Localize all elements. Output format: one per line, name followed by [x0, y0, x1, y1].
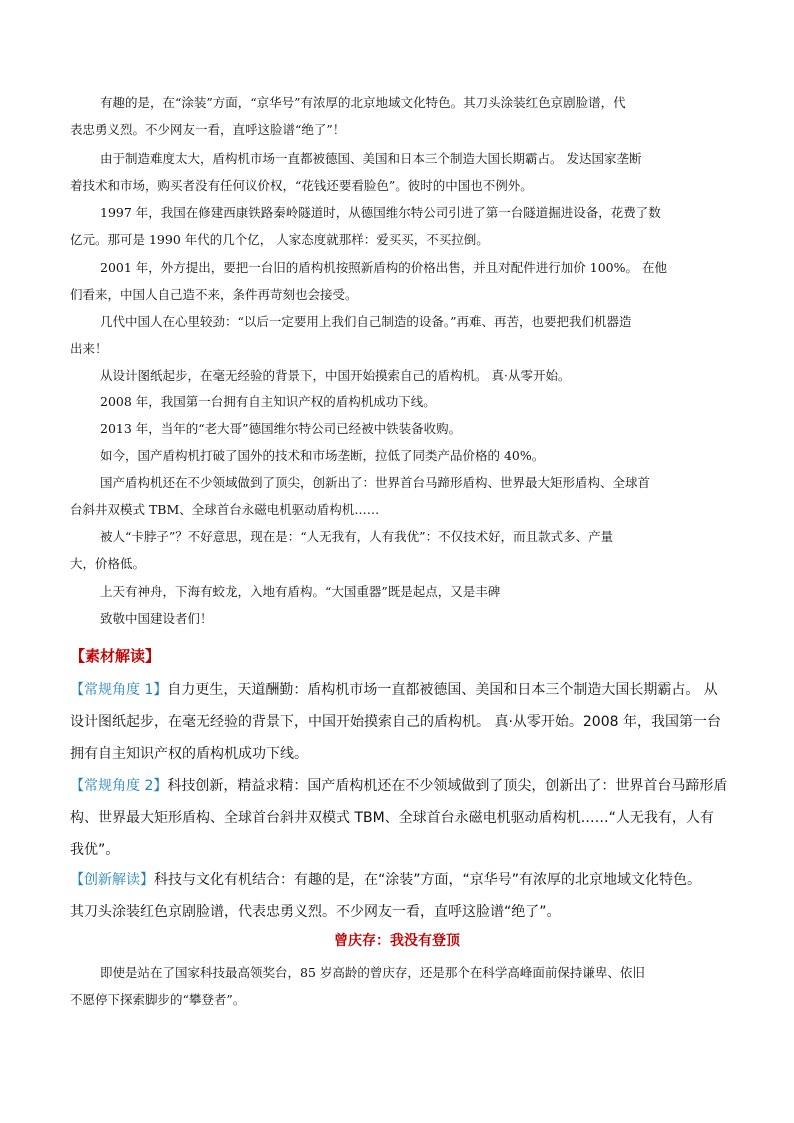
paragraph-line: 即使是站在了国家科技最高领奖台，85 岁高龄的曾庆存，还是那个在科学高峰面前保持谦卑、依旧: [100, 965, 645, 980]
paragraph-line: 2001 年，外方提出，要把一台旧的盾构机按照新盾构的价格出售，并且对配件进行加价 100%。 在他: [100, 260, 667, 275]
block-line: [70, 674, 730, 706]
paragraph-line: 从设计图纸起步，在毫无经验的背景下，中国开始摸索自己的盾构机。 真·从零开始。: [100, 368, 571, 383]
paragraph-line: 出来！: [70, 340, 108, 356]
paragraph-line: 致敬中国建设者们！: [100, 611, 213, 626]
paragraph-line: 2013 年，当年的“老大哥”德国维尔特公司已经被中铁装备收购。: [100, 421, 462, 436]
paragraph-zeng-qingcun: [70, 960, 730, 1013]
block-line: 我优”。: [70, 842, 120, 858]
paragraph-line: 大，价格低。: [70, 555, 146, 571]
block-tag: 【常规角度 2】: [70, 778, 168, 794]
paragraph-line: 2008 年，我国第一台拥有自主知识产权的盾构机成功下线。: [100, 394, 436, 409]
paragraph-painting: [70, 90, 725, 143]
paragraph-today: [70, 443, 725, 470]
paragraph-line: 由于制造难度太大，盾构机市场一直都被德国、美国和日本三个制造大国长期霸占。 发达国家垄断: [100, 151, 642, 166]
paragraph-1997: [70, 200, 725, 253]
interpretation-block-1: [70, 674, 730, 770]
block-text: 自力更生，天道酬勤：盾构机市场一直都被德国、美国和日本三个制造大国长期霸占。 从: [167, 682, 718, 698]
interpretation-block-2: [70, 770, 730, 866]
paragraph-line: 着技术和市场，购买者没有任何议价权，“花钱还要看脸色”。彼时的中国也不例外。: [70, 177, 533, 193]
block-line: [70, 864, 730, 896]
paragraph-2008: [70, 389, 725, 416]
paragraph-line: 有趣的是，在“涂装”方面，“京华号”有浓厚的北京地域文化特色。其刀头涂装红色京剧脸谱，代: [100, 95, 626, 110]
paragraph-line: 们看来，中国人自己造不来，条件再苛刻也会接受。: [70, 286, 358, 302]
paragraph-monopoly: [70, 146, 725, 199]
interpretation-block-3: [70, 864, 730, 928]
section-heading: 【素材解读】: [70, 647, 161, 665]
paragraph-chokehold: [70, 524, 725, 577]
paragraph-line: 台斜井双模式 TBM、全球首台永磁电机驱动盾构机……: [70, 501, 380, 517]
paragraph-salute: [70, 606, 725, 633]
article-title: 曾庆存：我没有登顶: [334, 933, 460, 949]
block-line: 其刀头涂装红色京剧脸谱，代表忠勇义烈。不少网友一看，直呼这脸谱“绝了”。: [70, 904, 561, 920]
block-text: 科技创新，精益求精：国产盾构机还在不少领域做到了顶尖，创新出了：世界首台马蹄形盾: [167, 778, 728, 794]
paragraph-line: 如今，国产盾构机打破了国外的技术和市场垄断，拉低了同类产品价格的 40%。: [100, 448, 545, 463]
block-line: 拥有自主知识产权的盾构机成功下线。: [70, 746, 308, 762]
paragraph-line: 亿元。那可是 1990 年代的几个亿， 人家态度就那样：爱买买，不买拉倒。: [70, 231, 489, 247]
paragraph-line: 1997 年，我国在修建西康铁路秦岭隧道时，从德国维尔特公司引进了第一台隧道掘进设备，花费了数: [100, 205, 661, 220]
paragraph-line: 几代中国人在心里较劲：“以后一定要用上我们自己制造的设备。”再难、再苦，也要把我们机器造: [100, 314, 632, 329]
paragraph-heavy-equipment: [70, 579, 725, 606]
block-line: 设计图纸起步，在毫无经验的背景下，中国开始摸索自己的盾构机。 真·从零开始。2008 年，我国第一台: [70, 714, 721, 730]
paragraph-line: 表忠勇义烈。不少网友一看，直呼这脸谱“绝了”！: [70, 121, 346, 137]
block-line: [70, 770, 730, 802]
paragraph-line: 不愿停下探索脚步的“攀登者”。: [70, 991, 246, 1007]
paragraph-line: 被人“卡脖子”？不好意思，现在是：“人无我有，人有我优”：不仅技术好，而且款式多、产量: [100, 529, 614, 544]
paragraph-line: 上天有神舟，下海有蛟龙，入地有盾构。“大国重器”既是起点，又是丰碑: [100, 584, 501, 599]
paragraph-innovation: [70, 470, 725, 523]
paragraph-determination: [70, 309, 725, 362]
block-text: 科技与文化有机结合：有趣的是，在“涂装”方面，“京华号”有浓厚的北京地域文化特色。: [154, 872, 702, 888]
block-tag: 【创新解读】: [70, 872, 154, 888]
paragraph-2001: [70, 255, 725, 308]
block-tag: 【常规角度 1】: [70, 682, 168, 698]
paragraph-from-zero: [70, 363, 725, 390]
paragraph-line: 国产盾构机还在不少领域做到了顶尖，创新出了：世界首台马蹄形盾构、世界最大矩形盾构、全球首: [100, 475, 651, 490]
paragraph-2013: [70, 416, 725, 443]
block-line: 构、世界最大矩形盾构、全球首台斜井双模式 TBM、全球首台永磁电机驱动盾构机……“人无我有，人有: [70, 810, 714, 826]
